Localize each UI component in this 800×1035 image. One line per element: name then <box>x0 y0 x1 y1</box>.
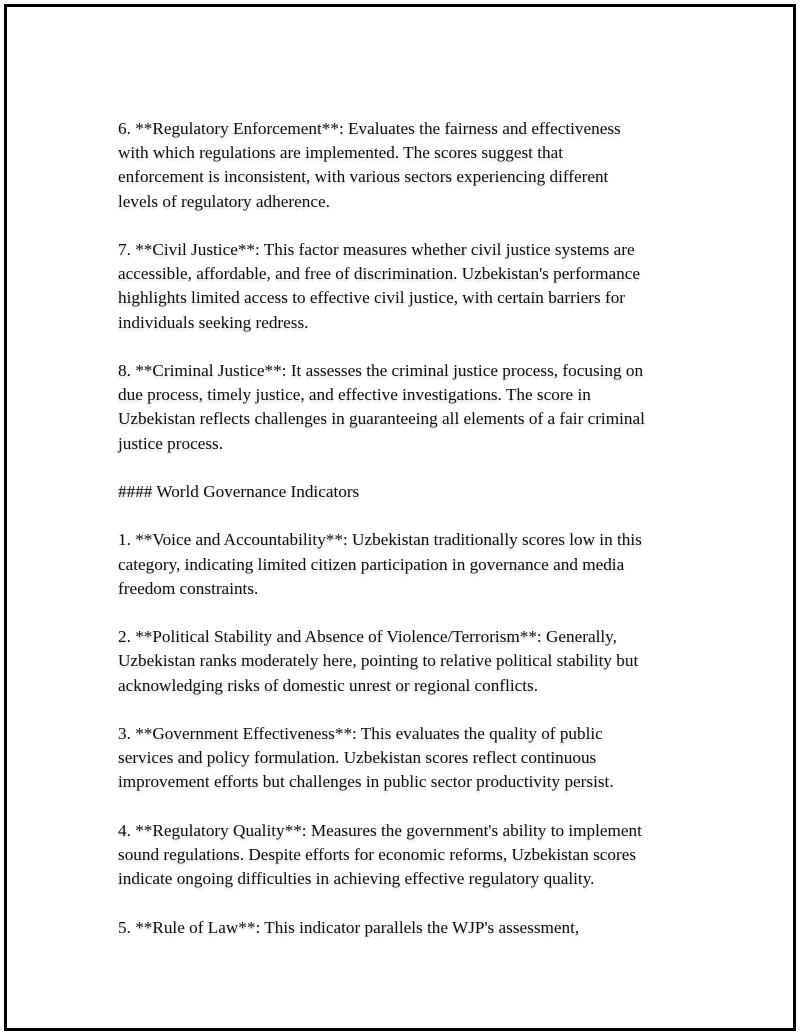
document-body <box>118 117 698 964</box>
paragraph-rule-of-law: 5. **Rule of Law**: This indicator parallels the WJP's assessment, <box>118 917 580 937</box>
paragraph-voice-and-accountability: 1. **Voice and Accountability**: Uzbekistan traditionally scores low in this category, indicating limited citizen participation in governance and media freedom constraints. <box>118 530 642 598</box>
paragraph-political-stability: 2. **Political Stability and Absence of Violence/Terrorism**: Generally, Uzbekistan ranks moderately here, pointing to relative political stability but acknowledging risks of domestic unrest or regional conflicts. <box>118 627 639 695</box>
section-heading-world-governance-indicators: #### World Governance Indicators <box>118 482 360 501</box>
paragraph-regulatory-enforcement: 6. **Regulatory Enforcement**: Evaluates the fairness and effectiveness with which regulations are implemented. The scores suggest that enforcement is inconsistent, with various sectors experiencing different levels of regulatory adherence. <box>118 119 621 211</box>
paragraph-regulatory-quality: 4. **Regulatory Quality**: Measures the government's ability to implement sound regulations. Despite efforts for economic reforms, Uzbekistan scores indicate ongoing difficulties in achieving effective regulatory quality. <box>118 820 642 889</box>
paragraph-criminal-justice: 8. **Criminal Justice**: It assesses the criminal justice process, focusing on due process, timely justice, and effective investigations. The score in Uzbekistan reflects challenges in guaranteeing all elements of a fair criminal justice process. <box>118 361 645 453</box>
paragraph-government-effectiveness: 3. **Government Effectiveness**: This evaluates the quality of public services and policy formulation. Uzbekistan scores reflect continuous improvement efforts but challenges in public sector productivity persist. <box>118 723 614 792</box>
paragraph-civil-justice: 7. **Civil Justice**: This factor measures whether civil justice systems are accessible, affordable, and free of discrimination. Uzbekistan's performance highlights limited access to effective civil justice, with certain barriers for individuals seeking redress. <box>118 240 641 332</box>
